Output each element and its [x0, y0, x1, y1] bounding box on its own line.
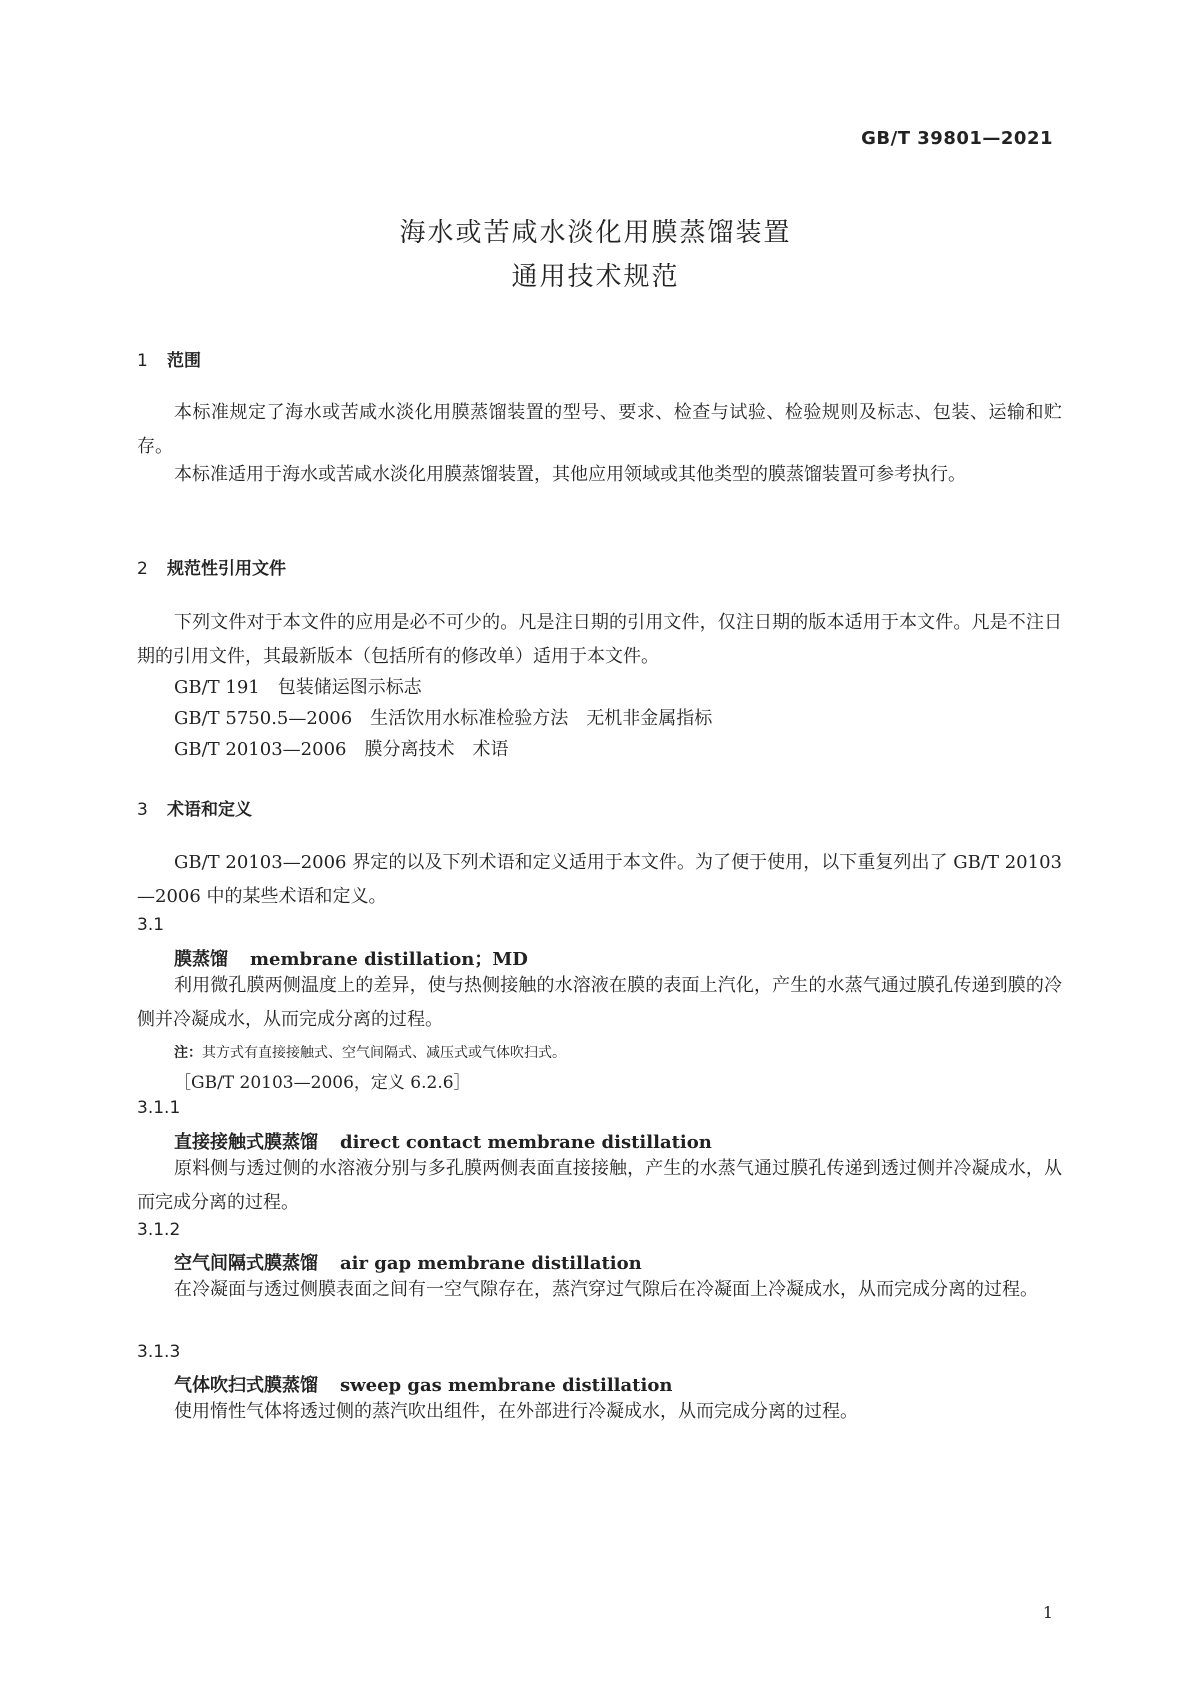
- term-name: [174, 1128, 712, 1154]
- terms-intro-paragraph: GB/T 20103—2006 界定的以及下列术语和定义适用于本文件。为了便于使用，以下重复列出了 GB/T 20103—2006 中的某些术语和定义。: [137, 852, 1062, 907]
- standard-code: GB/T 39801—2021: [861, 128, 1053, 149]
- term-number: 3.1.3: [137, 1342, 181, 1362]
- term-source: ［GB/T 20103—2006，定义 6.2.6］: [174, 1073, 471, 1093]
- term-name-en: sweep gas membrane distillation: [340, 1375, 673, 1396]
- term-number: 3.1: [137, 915, 165, 935]
- page-number: 1: [1042, 1603, 1053, 1622]
- term-name-en: air gap membrane distillation: [340, 1253, 642, 1274]
- term-name-zh: 直接接触式膜蒸馏: [174, 1132, 318, 1153]
- term-name: [174, 945, 528, 971]
- term-name: [174, 1371, 672, 1397]
- reference-code: GB/T 5750.5—2006: [174, 708, 353, 729]
- section-number: 3: [137, 800, 148, 820]
- term-name-en: membrane distillation；MD: [250, 949, 528, 970]
- section-title: 范围: [167, 351, 201, 371]
- reference-item: [174, 735, 508, 761]
- term-definition: 在冷凝面与透过侧膜表面之间有一空气隙存在，蒸汽穿过气隙后在冷凝面上冷凝成水，从而完成分离的过程。: [174, 1279, 1038, 1300]
- reference-code: GB/T 191: [174, 677, 260, 698]
- reference-title: 生活饮用水标准检验方法 无机非金属指标: [370, 708, 713, 729]
- section-3-heading: [137, 795, 252, 820]
- reference-title: 膜分离技术 术语: [364, 739, 509, 760]
- section-title: 规范性引用文件: [167, 559, 286, 579]
- term-definition: 利用微孔膜两侧温度上的差异，使与热侧接触的水溶液在膜的表面上汽化，产生的水蒸气通过膜孔传递到膜的冷侧并冷凝成水，从而完成分离的过程。: [137, 975, 1062, 1030]
- reference-item: [174, 704, 712, 730]
- term-definition: 使用惰性气体将透过侧的蒸汽吹出组件，在外部进行冷凝成水，从而完成分离的过程。: [174, 1401, 858, 1422]
- term-name-zh: 空气间隔式膜蒸馏: [174, 1253, 318, 1274]
- references-intro-paragraph: 下列文件对于本文件的应用是必不可少的。凡是注日期的引用文件，仅注日期的版本适用于本文件。凡是不注日期的引用文件，其最新版本（包括所有的修改单）适用于本文件。: [137, 612, 1062, 667]
- scope-paragraph-1: 本标准规定了海水或苦咸水淡化用膜蒸馏装置的型号、要求、检查与试验、检验规则及标志、包装、运输和贮存。: [137, 402, 1062, 457]
- document-title-line1: 海水或苦咸水淡化用膜蒸馏装置: [399, 218, 792, 248]
- term-name: [174, 1249, 642, 1275]
- reference-title: 包装储运图示标志: [277, 677, 422, 698]
- term-name-en: direct contact membrane distillation: [340, 1132, 712, 1153]
- section-1-heading: [137, 346, 201, 371]
- section-2-heading: [137, 554, 286, 579]
- term-name-zh: 膜蒸馏: [174, 949, 228, 970]
- note-label: 注：: [174, 1045, 202, 1061]
- note-text: 其方式有直接接触式、空气间隔式、减压式或气体吹扫式。: [202, 1045, 566, 1061]
- section-title: 术语和定义: [167, 800, 252, 820]
- scope-paragraph-2: 本标准适用于海水或苦咸水淡化用膜蒸馏装置，其他应用领域或其他类型的膜蒸馏装置可参考执行。: [174, 464, 966, 485]
- term-number: 3.1.2: [137, 1220, 181, 1240]
- section-number: 1: [137, 351, 148, 371]
- term-definition: 原料侧与透过侧的水溶液分别与多孔膜两侧表面直接接触，产生的水蒸气通过膜孔传递到透过侧并冷凝成水，从而完成分离的过程。: [137, 1158, 1062, 1213]
- reference-item: [174, 673, 422, 699]
- reference-code: GB/T 20103—2006: [174, 739, 347, 760]
- term-name-zh: 气体吹扫式膜蒸馏: [174, 1375, 318, 1396]
- section-number: 2: [137, 559, 148, 579]
- document-title-line2: 通用技术规范: [511, 262, 680, 292]
- term-number: 3.1.1: [137, 1098, 181, 1118]
- term-note: [174, 1042, 566, 1062]
